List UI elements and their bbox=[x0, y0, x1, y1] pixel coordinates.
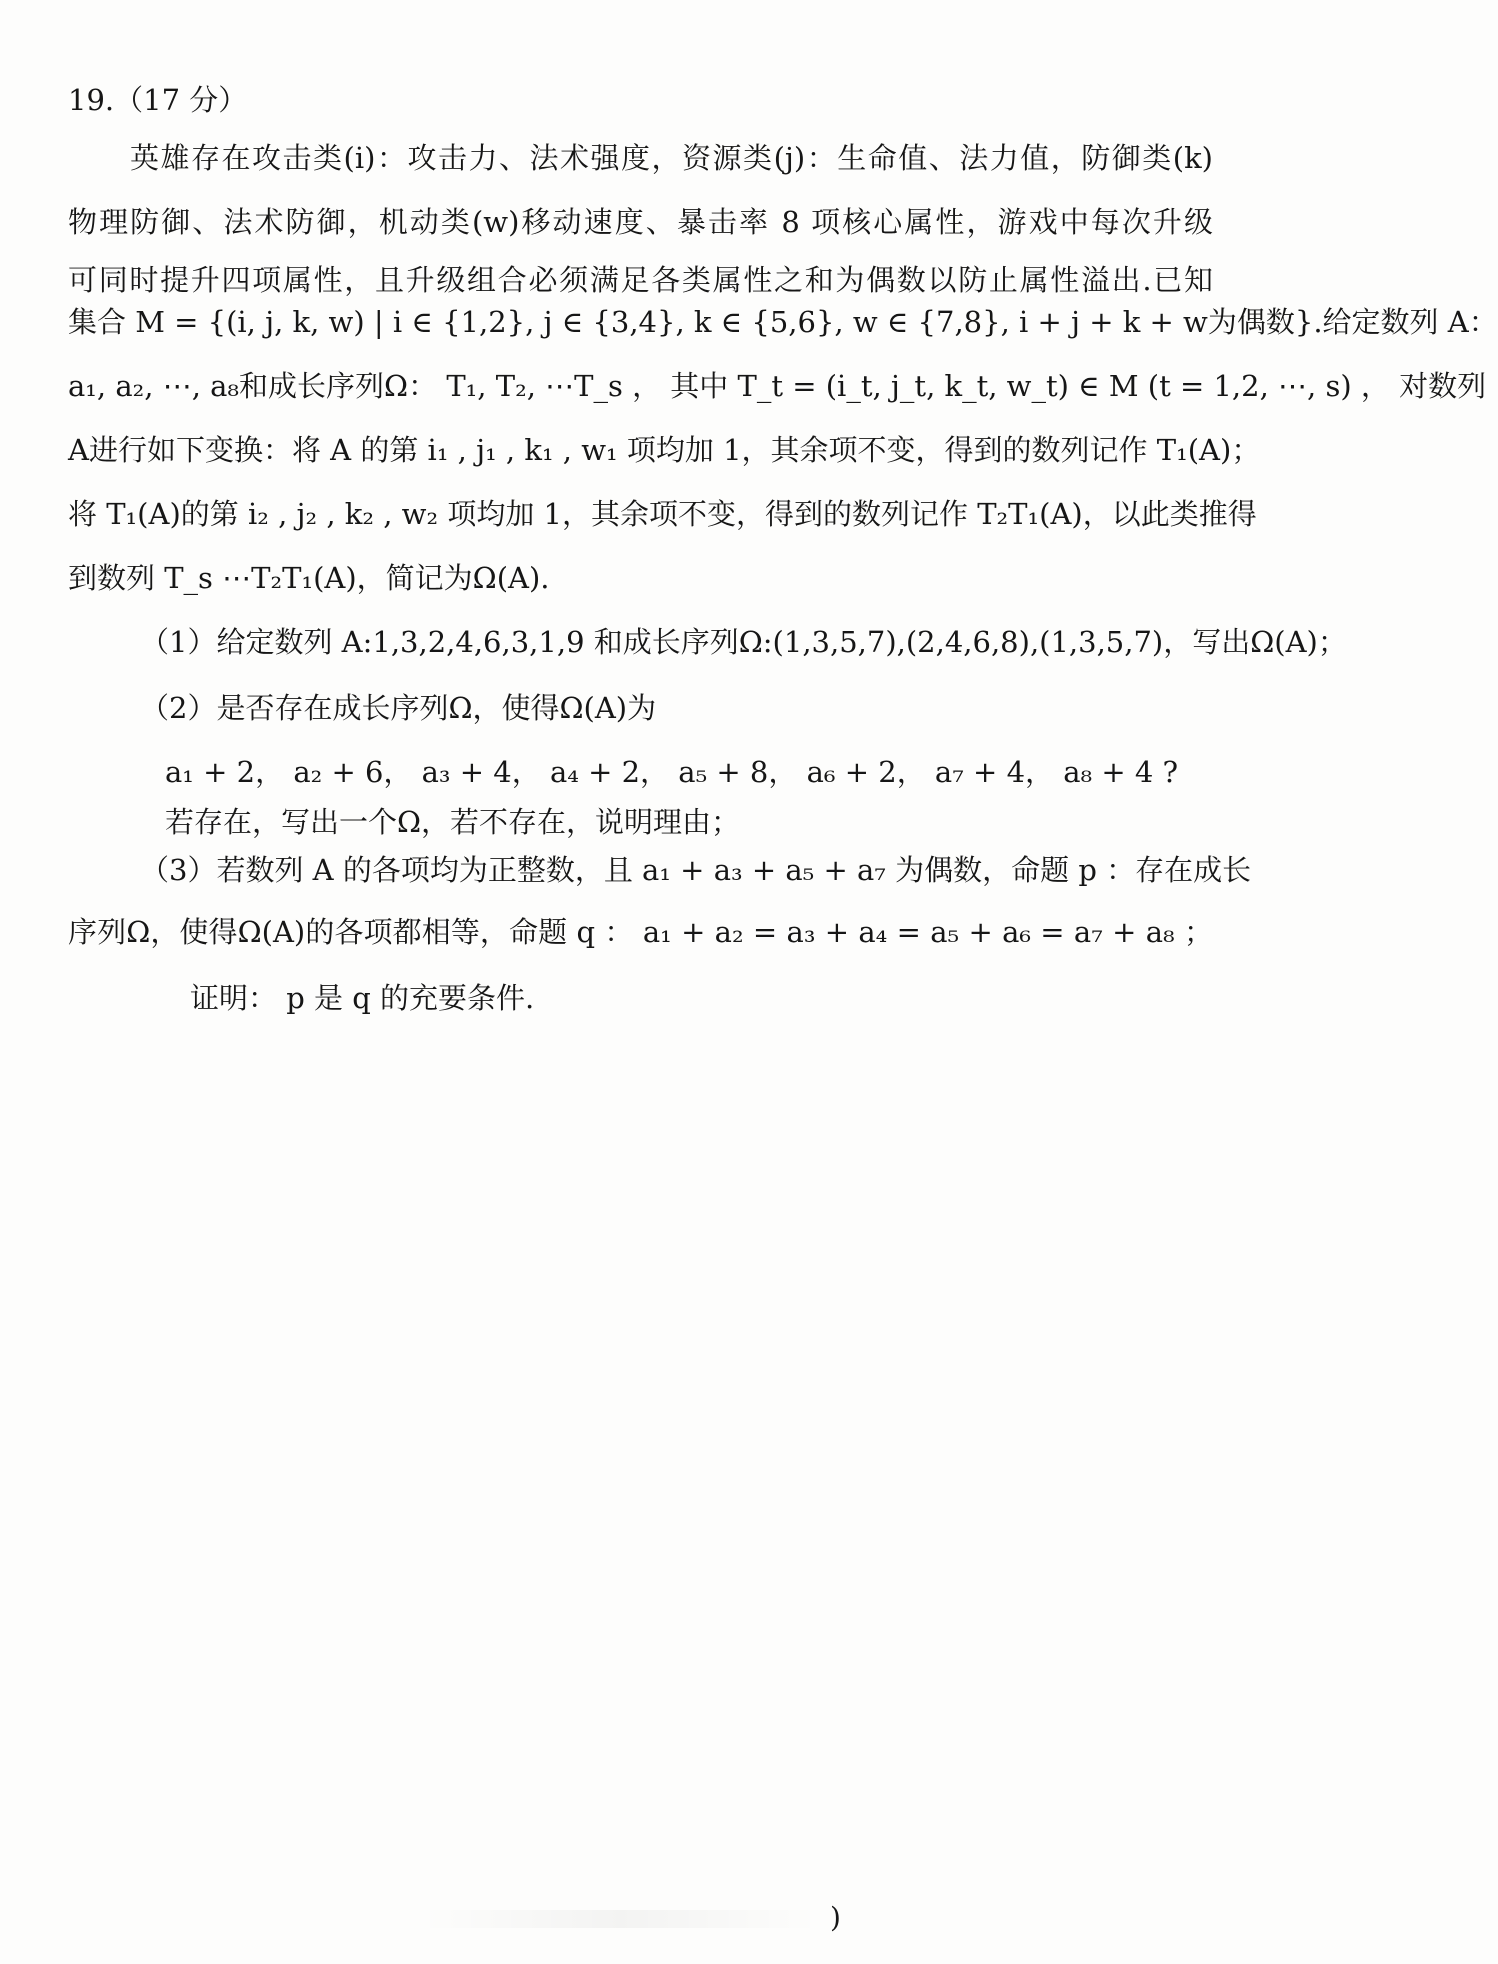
footer-mark: ) bbox=[830, 1901, 841, 1934]
scan-smudge bbox=[420, 1910, 820, 1928]
stem-line-2: 物理防御、法术防御，机动类(w)移动速度、暴击率 8 项核心属性，游戏中每次升级 bbox=[68, 205, 1213, 239]
part-2-tail: 若存在，写出一个Ω，若不存在，说明理由； bbox=[165, 805, 741, 839]
part-3-line-2: 序列Ω，使得Ω(A)的各项都相等，命题 q ： a₁ + a₂ = a₃ + a₄ = a₅ + a₆ = a₇ + a₈ ； bbox=[68, 915, 1213, 949]
part-3-proof: 证明： p 是 q 的充要条件. bbox=[190, 981, 535, 1015]
part-2-formula: a₁ + 2， a₂ + 6， a₃ + 4， a₄ + 2， a₅ + 8， a₆ + 2， a₇ + 4， a₈ + 4 ? bbox=[165, 755, 1179, 789]
stem-line-1: 英雄存在攻击类(i)：攻击力、法术强度，资源类(j)：生命值、法力值，防御类(k) bbox=[130, 141, 1213, 175]
part-1: （1）给定数列 A:1,3,2,4,6,3,1,9 和成长序列Ω:(1,3,5,7),(2,4,6,8),(1,3,5,7)，写出Ω(A)； bbox=[140, 625, 1347, 659]
part-2-prompt: （2）是否存在成长序列Ω，使得Ω(A)为 bbox=[140, 691, 657, 725]
stem-line-6: A进行如下变换：将 A 的第 i₁ , j₁ , k₁ , w₁ 项均加 1，其余项不变，得到的数列记作 T₁(A)； bbox=[68, 433, 1261, 467]
stem-line-5: a₁, a₂, ⋯, a₈和成长序列Ω： T₁, T₂, ⋯T_s ， 其中 T_t = (i_t, j_t, k_t, w_t) ∈ M (t = 1,2, ⋯, s) ， 对数列 bbox=[68, 369, 1487, 403]
stem-line-3: 可同时提升四项属性，且升级组合必须满足各类属性之和为偶数以防止属性溢出.已知 bbox=[68, 263, 1213, 297]
stem-line-8: 到数列 T_s ⋯T₂T₁(A)，简记为Ω(A). bbox=[68, 561, 550, 595]
stem-line-4: 集合 M = {(i, j, k, w) | i ∈ {1,2}, j ∈ {3,4}, k ∈ {5,6}, w ∈ {7,8}, i + j + k + w为偶数}.给定数列 A： bbox=[68, 305, 1498, 339]
question-header: 19.（17 分） bbox=[68, 83, 248, 117]
part-3-line-1: （3）若数列 A 的各项均为正整数，且 a₁ + a₃ + a₅ + a₇ 为偶数，命题 p ：存在成长 bbox=[140, 853, 1252, 887]
stem-line-7: 将 T₁(A)的第 i₂ , j₂ , k₂ , w₂ 项均加 1，其余项不变，得到的数列记作 T₂T₁(A)，以此类推得 bbox=[68, 497, 1257, 531]
